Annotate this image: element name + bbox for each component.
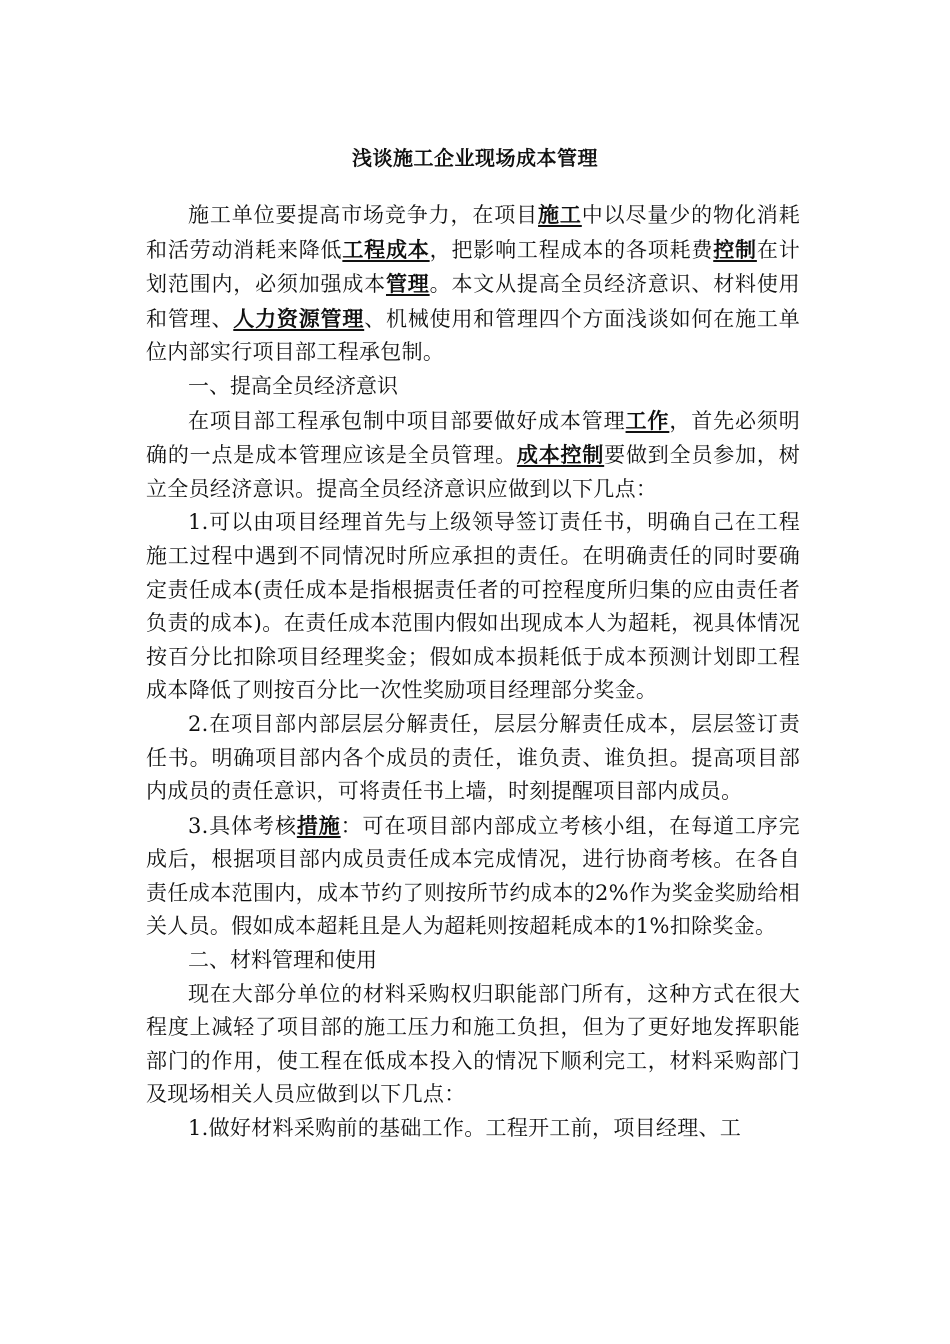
list-item-2-1: 1.做好材料采购前的基础工作。工程开工前，项目经理、工 <box>188 1116 742 1141</box>
text-run: 施工单位要提高市场竞争力，在项目 <box>188 203 539 227</box>
intro-paragraph <box>146 198 800 370</box>
list-item-1-1: 1.可以由项目经理首先与上级领导签订责任书，明确自己在工程施工过程中遇到不同情况时所应承担的责任。在明确责任的同时要确定责任成本(责任成本是指根据责任者的可控程度所归集的应由责任者负责的成本)。在责任成本范围内假如出现成本人为超耗，视具体情况按百分比扣除项目经理奖金；假如成本损耗低于成本预测计划即工程成本降低了则按百分比一次性奖励项目经理部分奖金。 <box>146 510 800 703</box>
keyword-link-gongzuo[interactable]: 工作 <box>625 407 670 433</box>
section-heading-1: 一、提高全员经济意识 <box>188 373 398 398</box>
keyword-link-kongzhi[interactable]: 控制 <box>713 236 757 262</box>
keyword-link-cuoshi[interactable]: 措施 <box>296 812 341 838</box>
text-run: ，把影响工程成本的各项耗费 <box>429 237 714 262</box>
text-run: 在项目部工程承包制中项目部要做好成本管理 <box>188 408 626 433</box>
text-run: ：可在项目部内部成立考核小组，在每道工序完成后，根据项目部内成员责任成本完成情况，进行协商考核。在各自责任成本范围内，成本节约了则按所节约成本的2%作为奖金奖励给相关人员。假如成本超耗且是人为超耗则按超耗成本的1%扣除奖金。 <box>146 813 800 939</box>
keyword-link-gongcheng-chengben[interactable]: 工程成本 <box>342 236 430 262</box>
text-run: 要做到全员参加，树立全员经济意识。提高全员经济意识应做到以下几点： <box>146 443 801 501</box>
text-run: 中以尽量少的物化消耗和活劳动消耗来降低 <box>146 203 800 262</box>
section-heading-2: 二、材料管理和使用 <box>188 948 377 973</box>
keyword-link-guanli[interactable]: 管理 <box>385 271 430 297</box>
text-run: 、机械使用和管理四个方面浅谈如何在施工单位内部实行项目部工程承包制。 <box>146 306 801 365</box>
list-item-1-2: 2.在项目部内部层层分解责任，层层分解责任成本，层层签订责任书。明确项目部内各个成员的责任，谁负责、谁负担。提高项目部内成员的责任意识，可将责任书上墙，时刻提醒项目部内成员。 <box>146 711 800 804</box>
section1-paragraph <box>146 404 800 507</box>
keyword-link-renli-ziyuan-guanli[interactable]: 人力资源管理 <box>233 305 365 331</box>
text-run: 。本文从提高全员经济意识、材料使用和管理、 <box>146 272 800 331</box>
text-run: 3.具体考核 <box>188 813 297 838</box>
section2-paragraph: 现在大部分单位的材料采购权归职能部门所有，这种方式在很大程度上减轻了项目部的施工压力和施工负担，但为了更好地发挥职能部门的作用，使工程在低成本投入的情况下顺利完工，材料采购部门及现场相关人员应做到以下几点： <box>146 981 800 1107</box>
text-run: 在计划范围内，必须加强成本 <box>146 237 800 297</box>
text-run: ，首先必须明确的一点是成本管理应该是全员管理。 <box>146 408 800 468</box>
document-body <box>146 198 800 1146</box>
list-item-1-3 <box>146 809 800 944</box>
keyword-link-chengben-kongzhi[interactable]: 成本控制 <box>516 442 605 468</box>
document-title: 浅谈施工企业现场成本管理 <box>352 146 598 170</box>
keyword-link-shigong[interactable]: 施工 <box>538 202 582 227</box>
